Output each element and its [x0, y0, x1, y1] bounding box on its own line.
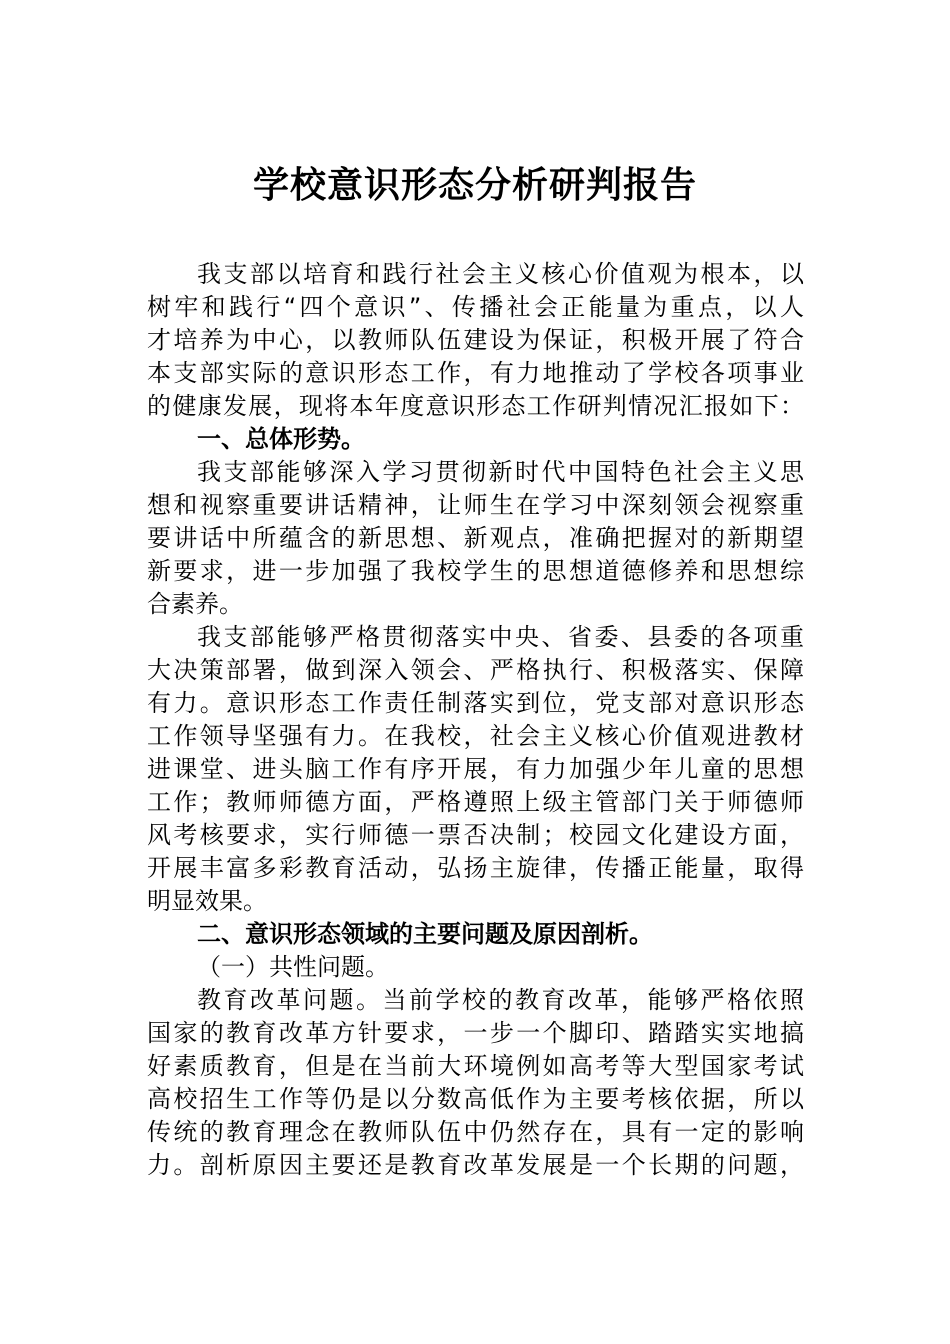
section-heading: 一、总体形势。 — [197, 425, 365, 453]
paragraph-line: 才培养为中心，以教师队伍建设为保证，积极开展了符合 — [147, 326, 804, 354]
paragraph-line: 教育改革问题。当前学校的教育改革，能够严格依照 — [197, 986, 804, 1014]
document-body — [147, 258, 804, 1182]
paragraph-line: 我支部以培育和践行社会主义核心价值观为根本，以 — [197, 260, 804, 288]
paragraph-line: 国家的教育改革方针要求，一步一个脚印、踏踏实实地搞 — [147, 1019, 804, 1047]
paragraph-line: 新要求，进一步加强了我校学生的思想道德修养和思想综 — [147, 557, 804, 585]
paragraph-line: 想和视察重要讲话精神，让师生在学习中深刻领会视察重 — [147, 491, 804, 519]
paragraph-line: 我支部能够深入学习贯彻新时代中国特色社会主义思 — [197, 458, 804, 486]
paragraph-line: 工作领导坚强有力。在我校，社会主义核心价值观进教材 — [147, 722, 804, 750]
paragraph-line: 本支部实际的意识形态工作，有力地推动了学校各项事业 — [147, 359, 804, 387]
paragraph-line: 力。剖析原因主要还是教育改革发展是一个长期的问题， — [147, 1151, 804, 1179]
paragraph-line: 树牢和践行“四个意识”、传播社会正能量为重点，以人 — [147, 293, 804, 321]
paragraph-line: 明显效果。 — [147, 887, 267, 915]
paragraph-line: 我支部能够严格贯彻落实中央、省委、县委的各项重 — [197, 623, 804, 651]
paragraph-line: 开展丰富多彩教育活动，弘扬主旋律，传播正能量，取得 — [147, 854, 804, 882]
paragraph-line: 的健康发展，现将本年度意识形态工作研判情况汇报如下： — [147, 392, 804, 420]
paragraph-line: 高校招生工作等仍是以分数高低作为主要考核依据，所以 — [147, 1085, 804, 1113]
subsection-heading: （一）共性问题。 — [197, 953, 389, 981]
paragraph-line: 工作；教师师德方面，严格遵照上级主管部门关于师德师 — [147, 788, 804, 816]
paragraph-line: 要讲话中所蕴含的新思想、新观点，准确把握对的新期望 — [147, 524, 804, 552]
section-heading: 二、意识形态领域的主要问题及原因剖析。 — [197, 920, 653, 948]
paragraph-line: 大决策部署，做到深入领会、严格执行、积极落实、保障 — [147, 656, 804, 684]
paragraph-line: 传统的教育理念在教师队伍中仍然存在，具有一定的影响 — [147, 1118, 804, 1146]
paragraph-line: 有力。意识形态工作责任制落实到位，党支部对意识形态 — [147, 689, 804, 717]
paragraph-line: 风考核要求，实行师德一票否决制；校园文化建设方面， — [147, 821, 804, 849]
paragraph-line: 合素养。 — [147, 590, 243, 618]
paragraph-line: 好素质教育，但是在当前大环境例如高考等大型国家考试 — [147, 1052, 804, 1080]
document-title: 学校意识形态分析研判报告 — [252, 164, 697, 206]
paragraph-line: 进课堂、进头脑工作有序开展，有力加强少年儿童的思想 — [147, 755, 804, 783]
